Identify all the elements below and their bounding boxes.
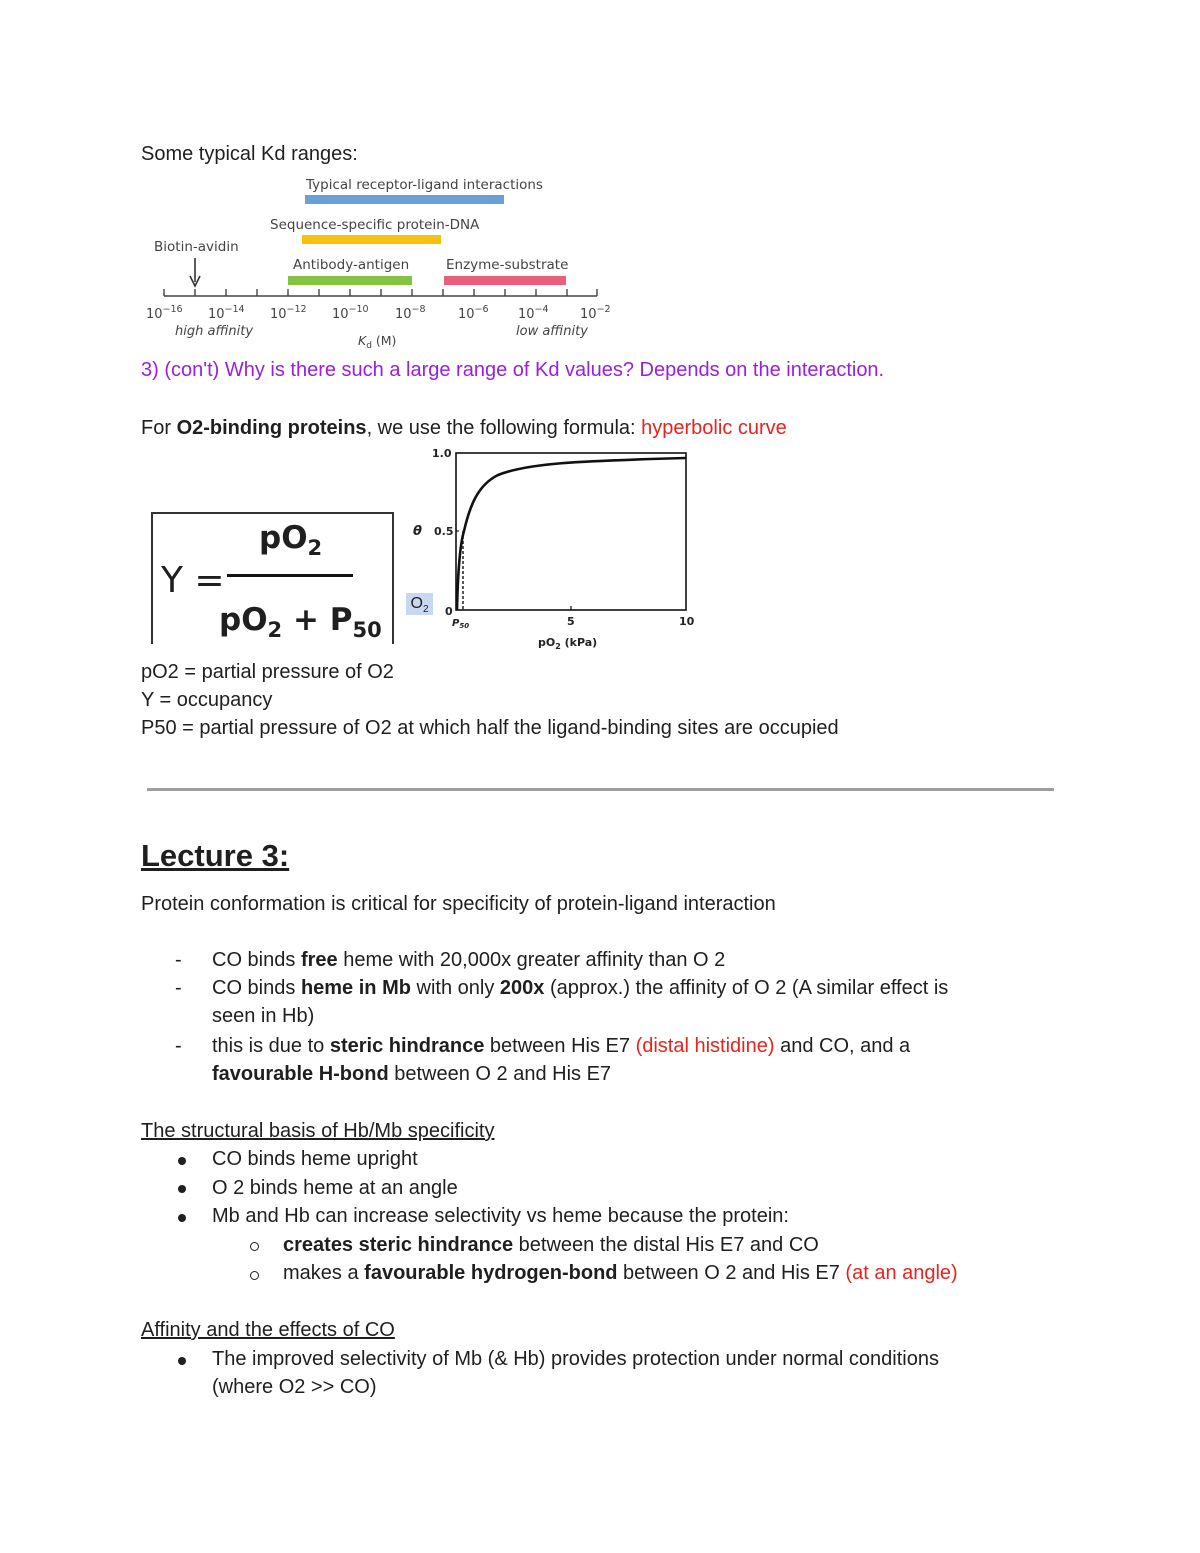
affinity-heading: Affinity and the effects of CO <box>141 1319 395 1341</box>
o2-binding-line: For O2-binding proteins, we use the following formula: hyperbolic curve <box>141 417 787 439</box>
dash-item-1: CO binds free heme with 20,000x greater affinity than O 2 <box>212 949 726 971</box>
theta-label: θ <box>413 524 422 539</box>
bullet-dot <box>178 1157 186 1165</box>
x-tick-5: 5 <box>567 615 575 628</box>
dash-item-2-cont: seen in Hb) <box>212 1005 315 1027</box>
hyperbolic-plot <box>408 445 700 653</box>
bar-label-receptor: Typical receptor-ligand interactions <box>306 177 543 193</box>
sub-bullet-circle <box>250 1242 259 1251</box>
tick-label: $10^{-8}$ <box>395 304 426 322</box>
dash-item-3: this is due to steric hindrance between His E7 (distal histidine) and CO, and a <box>212 1035 911 1057</box>
lecture-heading: Lecture 3: <box>141 838 290 873</box>
bullet-dot <box>178 1357 186 1365</box>
struct-sub-1: creates steric hindrance between the distal His E7 and CO <box>283 1234 819 1256</box>
formula-y: Y = <box>161 560 225 601</box>
struct-item-1: CO binds heme upright <box>212 1148 418 1170</box>
tick-label: $10^{-6}$ <box>458 304 489 322</box>
y-tick-05: 0.5 <box>434 525 454 538</box>
arrow-label-biotin: Biotin-avidin <box>154 239 239 255</box>
high-affinity-label: high affinity <box>175 324 254 339</box>
x-axis-label: $pO_2$ (kPa) <box>538 636 598 651</box>
dash-marker: - <box>175 949 182 971</box>
struct-sub-2: makes a favourable hydrogen-bond between O 2 and His E7 (at an angle) <box>283 1262 958 1284</box>
x-tick-10: 10 <box>679 615 695 628</box>
def-y: Y = occupancy <box>141 689 273 711</box>
kd-range-chart <box>140 172 620 350</box>
def-po2: pO2 = partial pressure of O2 <box>141 661 394 683</box>
tick-label: $10^{-14}$ <box>208 304 245 322</box>
bar-antibody <box>288 276 412 285</box>
binding-curve <box>457 458 686 610</box>
tick-label: $10^{-12}$ <box>270 304 307 322</box>
struct-item-2: O 2 binds heme at an angle <box>212 1177 458 1199</box>
dash-item-3-cont: favourable H-bond between O 2 and His E7 <box>212 1063 612 1085</box>
horizontal-divider <box>147 788 1054 791</box>
affinity-item-1-cont: (where O2 >> CO) <box>212 1376 377 1398</box>
o2-tag: $O_2$ <box>406 593 433 615</box>
bar-enzyme <box>444 276 566 285</box>
formula-denominator: $pO_2 + P_{50}$ <box>219 602 382 643</box>
bar-receptor <box>305 195 504 204</box>
conformation-text: Protein conformation is critical for specificity of protein-ligand interaction <box>141 893 776 915</box>
bar-protein-dna <box>302 235 441 244</box>
kd-axis-label: $K_d$ (M) <box>358 333 397 350</box>
y-tick-0: 0 <box>445 605 453 618</box>
formula-numerator: $pO_2$ <box>259 520 323 561</box>
def-p50: P50 = partial pressure of O2 at which half the ligand-binding sites are occupied <box>141 717 839 739</box>
dash-marker: - <box>175 1035 182 1057</box>
y-tick-1: 1.0 <box>432 447 452 460</box>
question-3: 3) (con't) Why is there such a large range of Kd values? Depends on the interaction. <box>141 359 885 381</box>
formula-box <box>151 512 394 644</box>
tick-label: $10^{-4}$ <box>518 304 549 322</box>
affinity-item-1: The improved selectivity of Mb (& Hb) provides protection under normal conditions <box>212 1348 939 1370</box>
p50-label: $P_{50}$ <box>452 618 470 630</box>
bar-label-enzyme: Enzyme-substrate <box>446 257 569 273</box>
fraction-bar <box>227 574 353 577</box>
dash-marker: - <box>175 977 182 999</box>
bullet-dot <box>178 1185 186 1193</box>
bar-label-antibody: Antibody-antigen <box>293 257 410 273</box>
tick-label: $10^{-16}$ <box>146 304 183 322</box>
dash-item-2: CO binds heme in Mb with only 200x (approx.) the affinity of O 2 (A similar effect is <box>212 977 949 999</box>
tick-label: $10^{-10}$ <box>332 304 369 322</box>
struct-item-3: Mb and Hb can increase selectivity vs heme because the protein: <box>212 1205 789 1227</box>
tick-label: $10^{-2}$ <box>580 304 611 322</box>
sub-bullet-circle <box>250 1271 259 1280</box>
structural-heading: The structural basis of Hb/Mb specificity <box>141 1120 495 1142</box>
intro-text: Some typical Kd ranges: <box>141 143 358 165</box>
low-affinity-label: low affinity <box>516 324 588 339</box>
plot-frame <box>456 453 686 610</box>
bullet-dot <box>178 1214 186 1222</box>
bar-label-protein-dna: Sequence-specific protein-DNA <box>270 217 480 233</box>
